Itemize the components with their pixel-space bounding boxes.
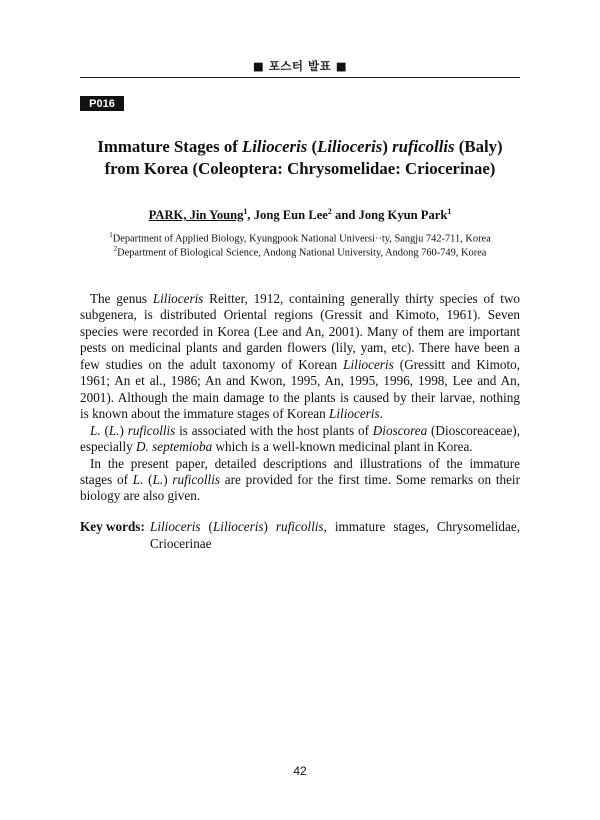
- keywords-line: [150, 536, 520, 553]
- abstract-line: [80, 373, 520, 389]
- text-run: ): [382, 137, 393, 156]
- text-run: are provided for the first time. Some remarks on their: [220, 471, 520, 487]
- abstract-line: [80, 307, 520, 323]
- text-run: (: [307, 137, 318, 156]
- affiliation-text-2: Department of Biological Science, Andong National University, Andong 760-749, Korea: [117, 247, 487, 259]
- affiliation-sup-2: 2: [113, 245, 118, 253]
- text-run: which is a well-known medicinal plant in Korea.: [212, 439, 473, 455]
- italic-text-run: ruficollis: [127, 422, 176, 438]
- header-divider: [80, 77, 520, 78]
- author-name-3: Jong Kyun Park: [358, 208, 448, 223]
- author-separator-1: ,: [247, 208, 254, 223]
- text-run: is known about the immature stages of Korean: [80, 406, 330, 422]
- abstract-line: [80, 472, 520, 488]
- italic-text-run: L.: [132, 471, 144, 487]
- italic-text-run: L.: [90, 422, 101, 438]
- text-run: (: [200, 519, 213, 534]
- text-run: pests on medicinal plants and garden flowers (lily, yam, etc). There have been a: [80, 340, 520, 356]
- italic-text-run: L.: [108, 422, 120, 438]
- text-run: especially: [80, 439, 137, 455]
- abstract-line: [80, 406, 520, 422]
- italic-text-run: Lilioceris: [150, 519, 201, 534]
- paper-title: [80, 136, 520, 180]
- abstract-line: [80, 390, 520, 406]
- keywords-block: [80, 519, 520, 552]
- abstract-line: [80, 488, 520, 504]
- text-run: (: [100, 422, 109, 438]
- affiliation-text-1: Department of Applied Biology, Kyungpook National Universi··ty, Sangju 742-711, Korea: [112, 233, 491, 245]
- text-run: (: [143, 471, 153, 487]
- abstract-paragraph-2: [80, 423, 520, 456]
- italic-text-run: Lilioceris: [152, 291, 204, 306]
- abstract-line: [80, 340, 520, 356]
- text-run: (Gressitt and Kimoto,: [393, 356, 520, 372]
- text-run: ): [119, 422, 128, 438]
- text-run: (Baly): [454, 137, 503, 156]
- author-name-1: PARK, Jin Young: [148, 208, 244, 223]
- title-line-2: from Korea (Coleoptera: Chrysomelidae: Criocerinae): [104, 159, 496, 178]
- text-run: , immature stages, Chrysomelidae,: [323, 519, 520, 534]
- italic-text-run: ruficollis: [275, 519, 324, 534]
- author-affil-sup-3: 1: [447, 207, 452, 216]
- author-list: [80, 207, 520, 223]
- text-run: species were recorded in Korea (Lee and An, 2001). Many of them are important: [80, 323, 520, 339]
- abstract-line: [80, 291, 520, 307]
- section-header: ■ 포스터 발표 ■: [252, 59, 348, 73]
- abstract-paragraph-3: [80, 456, 520, 505]
- keywords-list: [150, 519, 520, 552]
- abstract-line: [80, 439, 520, 455]
- abstract-line: [80, 456, 520, 472]
- affiliation-sup-1: 1: [109, 231, 113, 239]
- author-separator-2: and: [331, 208, 359, 223]
- text-run: ): [263, 519, 276, 534]
- text-run: Immature Stages of: [97, 137, 243, 156]
- text-run: Criocerinae: [150, 535, 212, 551]
- italic-text-run: L.: [152, 471, 164, 487]
- text-run: .: [379, 406, 383, 422]
- text-run: (Dioscoreaceae),: [427, 422, 520, 438]
- italic-text-run: ruficollis: [172, 471, 220, 487]
- italic-text-run: Lilioceris: [212, 519, 264, 534]
- italic-text-run: ruficollis: [392, 137, 455, 156]
- text-run: Reitter, 1912, containing generally thirty species of two: [203, 291, 520, 306]
- title-line-1: [80, 136, 520, 158]
- italic-text-run: Lilioceris: [329, 406, 380, 422]
- keywords-label: Key words:: [80, 519, 145, 534]
- italic-text-run: Lilioceris: [242, 137, 308, 156]
- affiliation-1: [80, 231, 520, 244]
- text-run: is associated with the host plants of: [175, 422, 373, 438]
- text-run: subgenera, is distributed Oriental regions (Gressit and Kimoto, 1961). Seven: [80, 307, 520, 323]
- italic-text-run: Lilioceris: [317, 137, 383, 156]
- text-run: stages of: [80, 471, 133, 487]
- author-name-2: Jong Eun Lee: [253, 208, 328, 223]
- author-affil-sup-1: 1: [243, 207, 248, 216]
- keywords-line: [150, 519, 520, 536]
- affiliation-2: [80, 245, 520, 258]
- italic-text-run: Lilioceris: [343, 356, 394, 372]
- text-run: 2001). Although the main damage to the plants is caused by their larvae, nothing: [80, 389, 520, 405]
- text-run: The genus: [90, 291, 153, 306]
- abstract-line: [80, 324, 520, 340]
- author-affil-sup-2: 2: [327, 207, 332, 216]
- page-number: 42: [293, 764, 307, 778]
- abstract-body: [80, 291, 520, 505]
- text-run: ): [163, 471, 173, 487]
- text-run: In the present paper, detailed descriptions and illustrations of the immature: [90, 455, 520, 471]
- text-run: 1961; An et al., 1986; An and Kwon, 1995, An, 1995, 1996, 1998, Lee and An,: [80, 373, 520, 389]
- poster-code-badge: P016: [80, 96, 124, 111]
- abstract-line: [80, 423, 520, 439]
- abstract-paragraph-1: [80, 291, 520, 423]
- italic-text-run: D. septemioba: [136, 439, 213, 455]
- text-run: biology are also given.: [80, 488, 201, 504]
- text-run: few studies on the adult taxonomy of Korean: [80, 356, 344, 372]
- italic-text-run: Dioscorea: [372, 422, 428, 438]
- abstract-line: [80, 357, 520, 373]
